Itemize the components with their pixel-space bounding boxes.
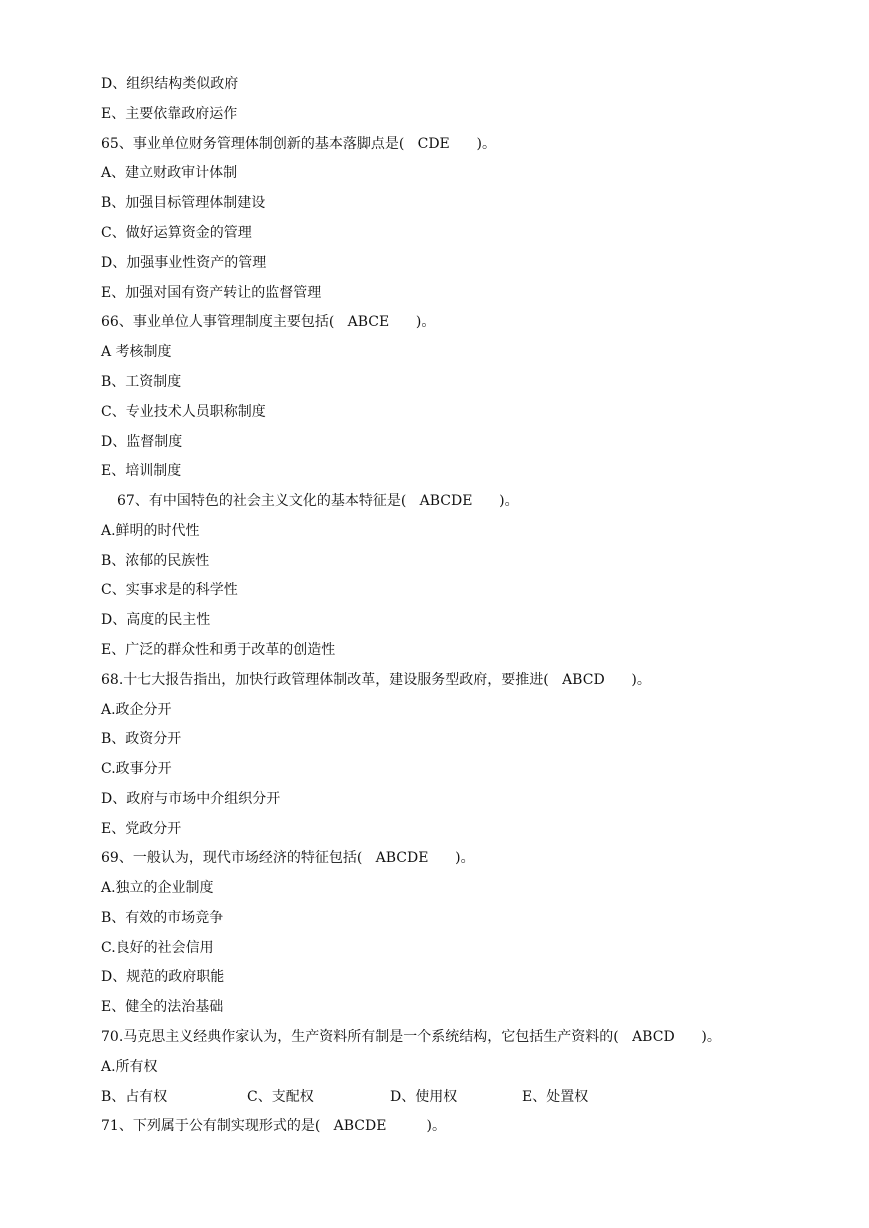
option-e: E、处置权 [522,1089,589,1105]
text-line: A、建立财政审计体制 [101,165,238,181]
text-line: A 考核制度 [101,344,172,360]
text-line: B、加强目标管理体制建设 [101,195,266,211]
text-line: B、政资分开 [101,731,182,747]
text-line: E、健全的法治基础 [101,999,224,1015]
text-line: A.政企分开 [101,702,172,718]
text-line: E、加强对国有资产转让的监督管理 [101,285,322,301]
text-line: C、做好运算资金的管理 [101,225,252,241]
question-71: 71、下列属于公有制实现形式的是( ABCDE )。 [101,1118,446,1134]
text-line: B、有效的市场竞争 [101,910,224,926]
text-line: B、工资制度 [101,374,182,390]
text-line: E、党政分开 [101,821,182,837]
text-line: B、浓郁的民族性 [101,553,210,569]
text-line: C、专业技术人员职称制度 [101,404,266,420]
text-line: C.良好的社会信用 [101,940,214,956]
option-b: B、占有权 [101,1089,168,1105]
question-67: 67、有中国特色的社会主义文化的基本特征是( ABCDE )。 [117,493,519,509]
text-line: C.政事分开 [101,761,172,777]
text-line: E、广泛的群众性和勇于改革的创造性 [101,642,336,658]
text-line: A.所有权 [101,1059,158,1075]
question-66: 66、事业单位人事管理制度主要包括( ABCE )。 [101,314,436,330]
question-70: 70.马克思主义经典作家认为，生产资料所有制是一个系统结构，它包括生产资料的( ABCD )。 [101,1029,721,1045]
text-line: E、主要依靠政府运作 [101,106,238,122]
text-line: D、高度的民主性 [101,612,211,628]
text-line: D、规范的政府职能 [101,969,225,985]
text-line: D、政府与市场中介组织分开 [101,791,281,807]
question-69: 69、一般认为，现代市场经济的特征包括( ABCDE )。 [101,850,475,866]
question-68: 68.十七大报告指出，加快行政管理体制改革，建设服务型政府，要推进( ABCD )。 [101,672,651,688]
text-line: A.鲜明的时代性 [101,523,200,539]
text-line: D、加强事业性资产的管理 [101,255,267,271]
text-line: E、培训制度 [101,463,182,479]
option-c: C、支配权 [247,1089,314,1105]
option-d: D、使用权 [390,1089,458,1105]
text-line: C、实事求是的科学性 [101,582,238,598]
text-line: D、监督制度 [101,434,183,450]
text-line: A.独立的企业制度 [101,880,214,896]
text-line: D、组织结构类似政府 [101,76,239,92]
question-65: 65、事业单位财务管理体制创新的基本落脚点是( CDE )。 [101,136,496,152]
